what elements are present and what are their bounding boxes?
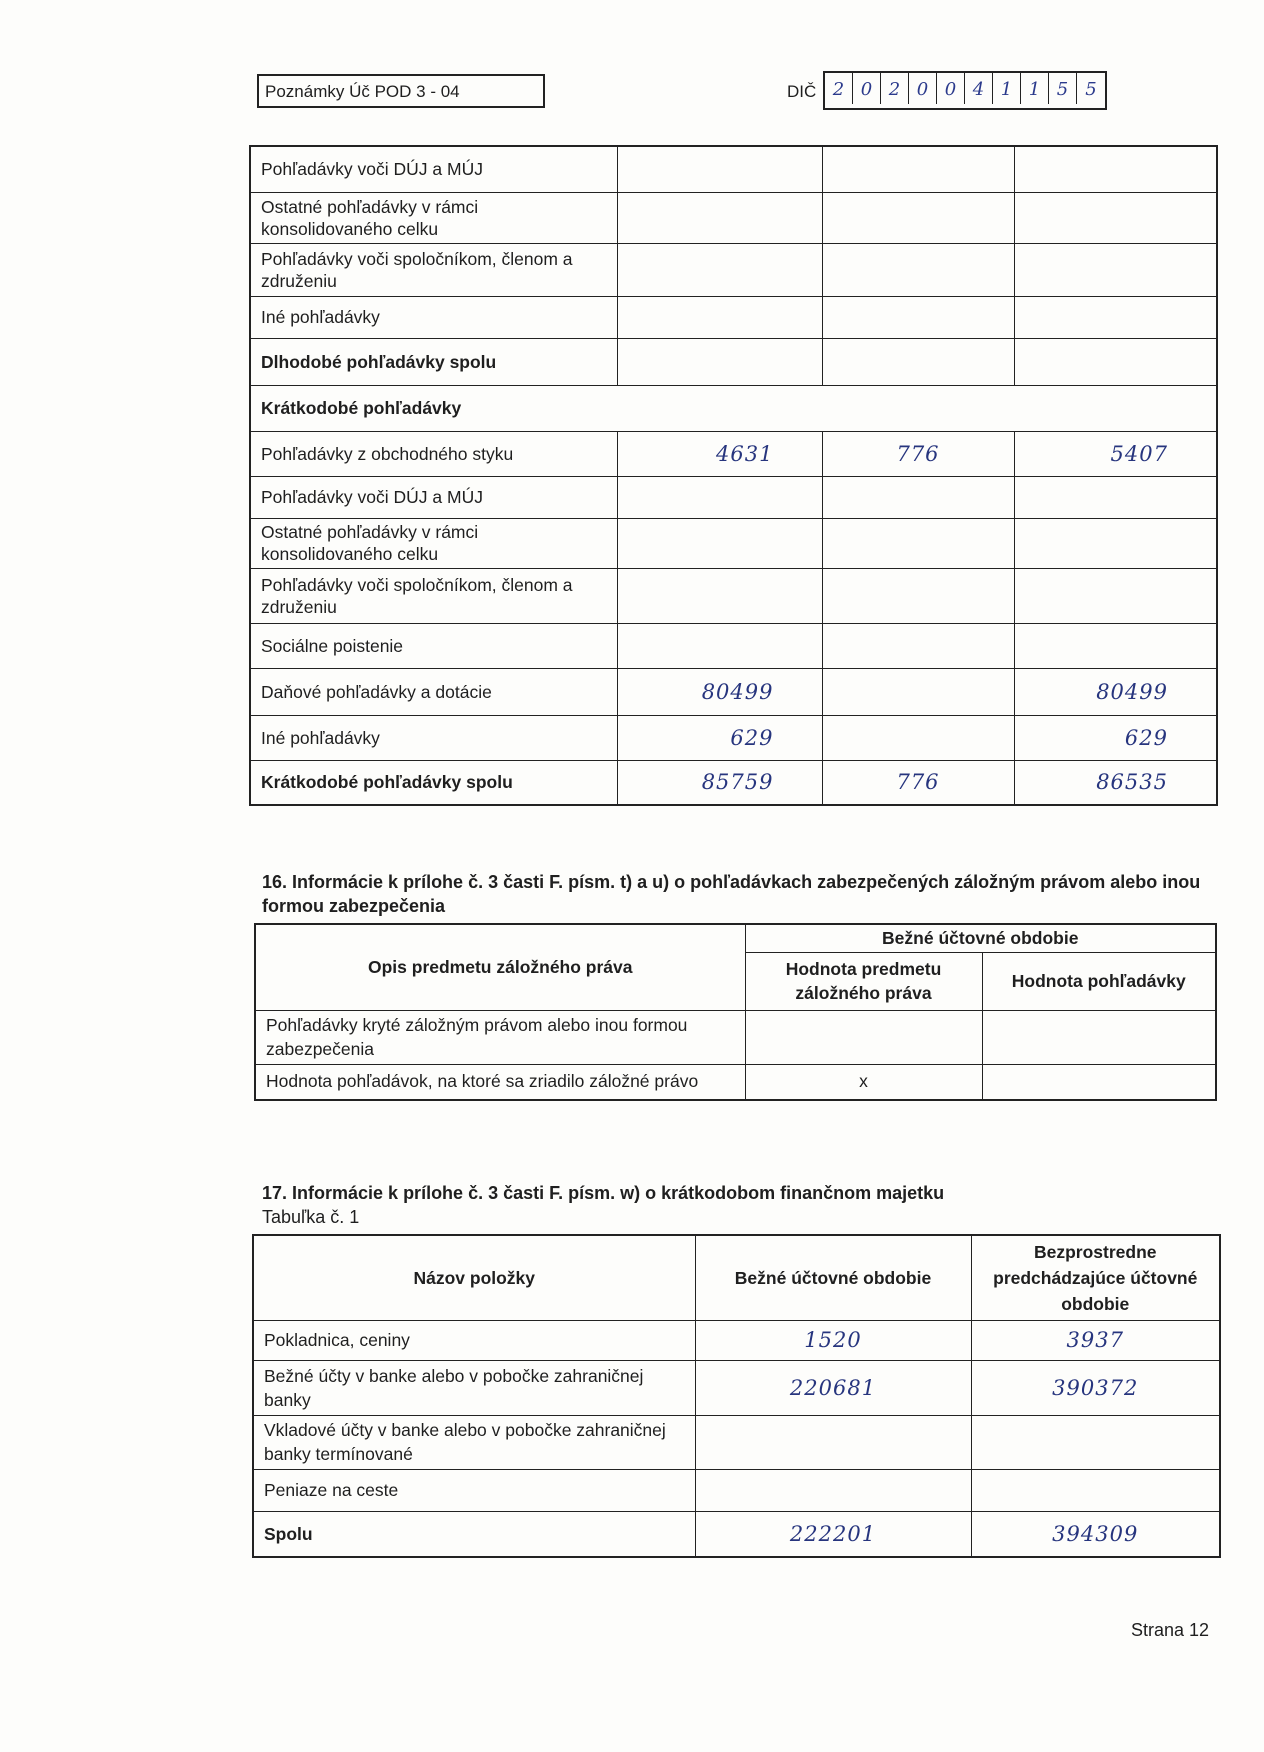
financial-assets-current-value bbox=[695, 1415, 971, 1469]
receivables-value-cell: 86535 bbox=[1014, 760, 1217, 805]
pledge-value-subject-header: Hodnota predmetu záložného práva bbox=[745, 952, 982, 1010]
receivables-row bbox=[250, 385, 1217, 431]
dic-digit: 4 bbox=[965, 73, 993, 104]
receivables-value-cell bbox=[1014, 338, 1217, 385]
receivables-row bbox=[250, 296, 1217, 338]
receivables-value-cell bbox=[822, 623, 1014, 668]
financial-assets-row bbox=[253, 1320, 1220, 1360]
receivables-value-cell bbox=[1014, 476, 1217, 518]
receivables-value-cell bbox=[1014, 192, 1217, 243]
receivables-value-cell: 5407 bbox=[1014, 431, 1217, 476]
dic-digit: 0 bbox=[853, 73, 881, 104]
financial-assets-row-label: Bežné účty v banke alebo v pobočke zahraničnej banky bbox=[253, 1360, 695, 1415]
receivables-value-cell: 629 bbox=[1014, 715, 1217, 760]
receivables-row bbox=[250, 518, 1217, 568]
receivables-value-cell bbox=[617, 192, 822, 243]
receivables-row-label: Dlhodobé pohľadávky spolu bbox=[250, 338, 617, 385]
financial-assets-current-value: 222201 bbox=[695, 1511, 971, 1557]
section-17-title: 17. Informácie k prílohe č. 3 časti F. písm. w) o krátkodobom finančnom majetku bbox=[262, 1183, 945, 1203]
receivables-value-cell bbox=[617, 296, 822, 338]
receivables-value-cell bbox=[822, 715, 1014, 760]
receivables-value-cell bbox=[822, 338, 1014, 385]
dic-digit: 5 bbox=[1085, 79, 1097, 100]
receivables-row bbox=[250, 146, 1217, 192]
dic-digit: 1 bbox=[1021, 73, 1049, 104]
pledge-row-label: Hodnota pohľadávok, na ktoré sa zriadilo záložné právo bbox=[255, 1064, 745, 1100]
dic-digit-boxes bbox=[823, 71, 1107, 110]
financial-assets-previous-value bbox=[971, 1415, 1220, 1469]
receivables-value-cell bbox=[617, 518, 822, 568]
financial-assets-current-value: 220681 bbox=[695, 1360, 971, 1415]
receivables-value-cell bbox=[1014, 243, 1217, 296]
receivables-row bbox=[250, 431, 1217, 476]
receivables-row-label: Ostatné pohľadávky v rámci konsolidovaného celku bbox=[250, 518, 617, 568]
receivables-row-label: Pohľadávky z obchodného styku bbox=[250, 431, 617, 476]
col-item-name-header: Názov položky bbox=[253, 1235, 695, 1320]
receivables-row bbox=[250, 338, 1217, 385]
receivables-value-cell bbox=[617, 243, 822, 296]
dic-digit: 1 bbox=[993, 73, 1021, 104]
receivables-value-cell bbox=[822, 568, 1014, 623]
receivables-row bbox=[250, 243, 1217, 296]
dic-label: DIČ bbox=[787, 82, 817, 101]
receivables-row-label: Pohľadávky voči DÚJ a MÚJ bbox=[250, 476, 617, 518]
financial-assets-row-label: Pokladnica, ceniny bbox=[253, 1320, 695, 1360]
receivables-value-cell bbox=[1014, 146, 1217, 192]
section-16-title: 16. Informácie k prílohe č. 3 časti F. písm. t) a u) o pohľadávkach zabezpečených záložným právom alebo inou formou zabezpečenia bbox=[262, 872, 1201, 916]
receivables-value-cell bbox=[1014, 623, 1217, 668]
financial-assets-row bbox=[253, 1511, 1220, 1557]
financial-assets-row-label: Spolu bbox=[253, 1511, 695, 1557]
financial-assets-previous-value: 3937 bbox=[971, 1320, 1220, 1360]
receivables-value-cell: 776 bbox=[822, 431, 1014, 476]
pledge-row-value bbox=[745, 1010, 982, 1064]
receivables-row bbox=[250, 568, 1217, 623]
receivables-row-label: Iné pohľadávky bbox=[250, 296, 617, 338]
receivables-row-label: Krátkodobé pohľadávky bbox=[250, 385, 1217, 431]
financial-assets-previous-value: 394309 bbox=[971, 1511, 1220, 1557]
pledge-value-receivable-header: Hodnota pohľadávky bbox=[982, 952, 1216, 1010]
col-previous-period-header: Bezprostredne predchádzajúce účtovné obdobie bbox=[971, 1235, 1220, 1320]
financial-assets-current-value bbox=[695, 1469, 971, 1511]
financial-assets-previous-value bbox=[971, 1469, 1220, 1511]
pledge-row-value bbox=[982, 1010, 1216, 1064]
financial-assets-row bbox=[253, 1469, 1220, 1511]
form-code-label: Poznámky Úč POD 3 - 04 bbox=[257, 74, 545, 108]
dic-digit: 0 bbox=[909, 73, 937, 104]
receivables-value-cell bbox=[822, 296, 1014, 338]
pledge-row-label: Pohľadávky kryté záložným právom alebo inou formou zabezpečenia bbox=[255, 1010, 745, 1064]
receivables-value-cell bbox=[617, 568, 822, 623]
financial-assets-row bbox=[253, 1415, 1220, 1469]
receivables-table bbox=[249, 145, 1218, 806]
receivables-value-cell: 85759 bbox=[617, 760, 822, 805]
receivables-row-label: Pohľadávky voči spoločníkom, členom a združeniu bbox=[250, 243, 617, 296]
receivables-row-label: Krátkodobé pohľadávky spolu bbox=[250, 760, 617, 805]
receivables-value-cell: 80499 bbox=[1014, 668, 1217, 715]
dic-digit: 2 bbox=[825, 73, 853, 104]
receivables-row bbox=[250, 476, 1217, 518]
receivables-value-cell: 4631 bbox=[617, 431, 822, 476]
col-current-period-header: Bežné účtovné obdobie bbox=[695, 1235, 971, 1320]
pledge-row-value: x bbox=[745, 1064, 982, 1100]
dic-digit: 2 bbox=[881, 73, 909, 104]
page-number: Strana 12 bbox=[1130, 1620, 1209, 1640]
dic-digit: 5 bbox=[1049, 73, 1077, 104]
receivables-value-cell: 776 bbox=[822, 760, 1014, 805]
receivables-value-cell bbox=[617, 338, 822, 385]
financial-assets-row-label: Peniaze na ceste bbox=[253, 1469, 695, 1511]
table-number-label: Tabuľka č. 1 bbox=[262, 1207, 360, 1227]
receivables-value-cell bbox=[617, 476, 822, 518]
receivables-row-label: Sociálne poistenie bbox=[250, 623, 617, 668]
financial-assets-table bbox=[252, 1234, 1221, 1558]
financial-assets-row-label: Vkladové účty v banke alebo v pobočke zahraničnej banky termínované bbox=[253, 1415, 695, 1469]
financial-assets-current-value: 1520 bbox=[695, 1320, 971, 1360]
pledge-row-value bbox=[982, 1064, 1216, 1100]
receivables-value-cell bbox=[617, 623, 822, 668]
financial-assets-row bbox=[253, 1360, 1220, 1415]
receivables-value-cell bbox=[822, 476, 1014, 518]
receivables-row bbox=[250, 715, 1217, 760]
receivables-value-cell bbox=[822, 518, 1014, 568]
receivables-row-label: Pohľadávky voči spoločníkom, členom a združeniu bbox=[250, 568, 617, 623]
financial-assets-previous-value: 390372 bbox=[971, 1360, 1220, 1415]
receivables-row-label: Daňové pohľadávky a dotácie bbox=[250, 668, 617, 715]
receivables-value-cell bbox=[822, 146, 1014, 192]
receivables-value-cell: 629 bbox=[617, 715, 822, 760]
receivables-value-cell bbox=[1014, 518, 1217, 568]
receivables-row bbox=[250, 760, 1217, 805]
dic-digit: 0 bbox=[937, 73, 965, 104]
receivables-value-cell bbox=[1014, 568, 1217, 623]
receivables-value-cell: 80499 bbox=[617, 668, 822, 715]
receivables-value-cell bbox=[617, 146, 822, 192]
receivables-row-label: Pohľadávky voči DÚJ a MÚJ bbox=[250, 146, 617, 192]
receivables-value-cell bbox=[822, 243, 1014, 296]
pledge-period-header: Bežné účtovné obdobie bbox=[745, 924, 1216, 952]
receivables-value-cell bbox=[1014, 296, 1217, 338]
receivables-value-cell bbox=[822, 192, 1014, 243]
pledge-table bbox=[254, 923, 1217, 1101]
receivables-value-cell bbox=[822, 668, 1014, 715]
pledge-desc-header: Opis predmetu záložného práva bbox=[255, 924, 745, 1010]
receivables-row bbox=[250, 192, 1217, 243]
receivables-row-label: Ostatné pohľadávky v rámci konsolidovaného celku bbox=[250, 192, 617, 243]
receivables-row bbox=[250, 668, 1217, 715]
receivables-row bbox=[250, 623, 1217, 668]
receivables-row-label: Iné pohľadávky bbox=[250, 715, 617, 760]
